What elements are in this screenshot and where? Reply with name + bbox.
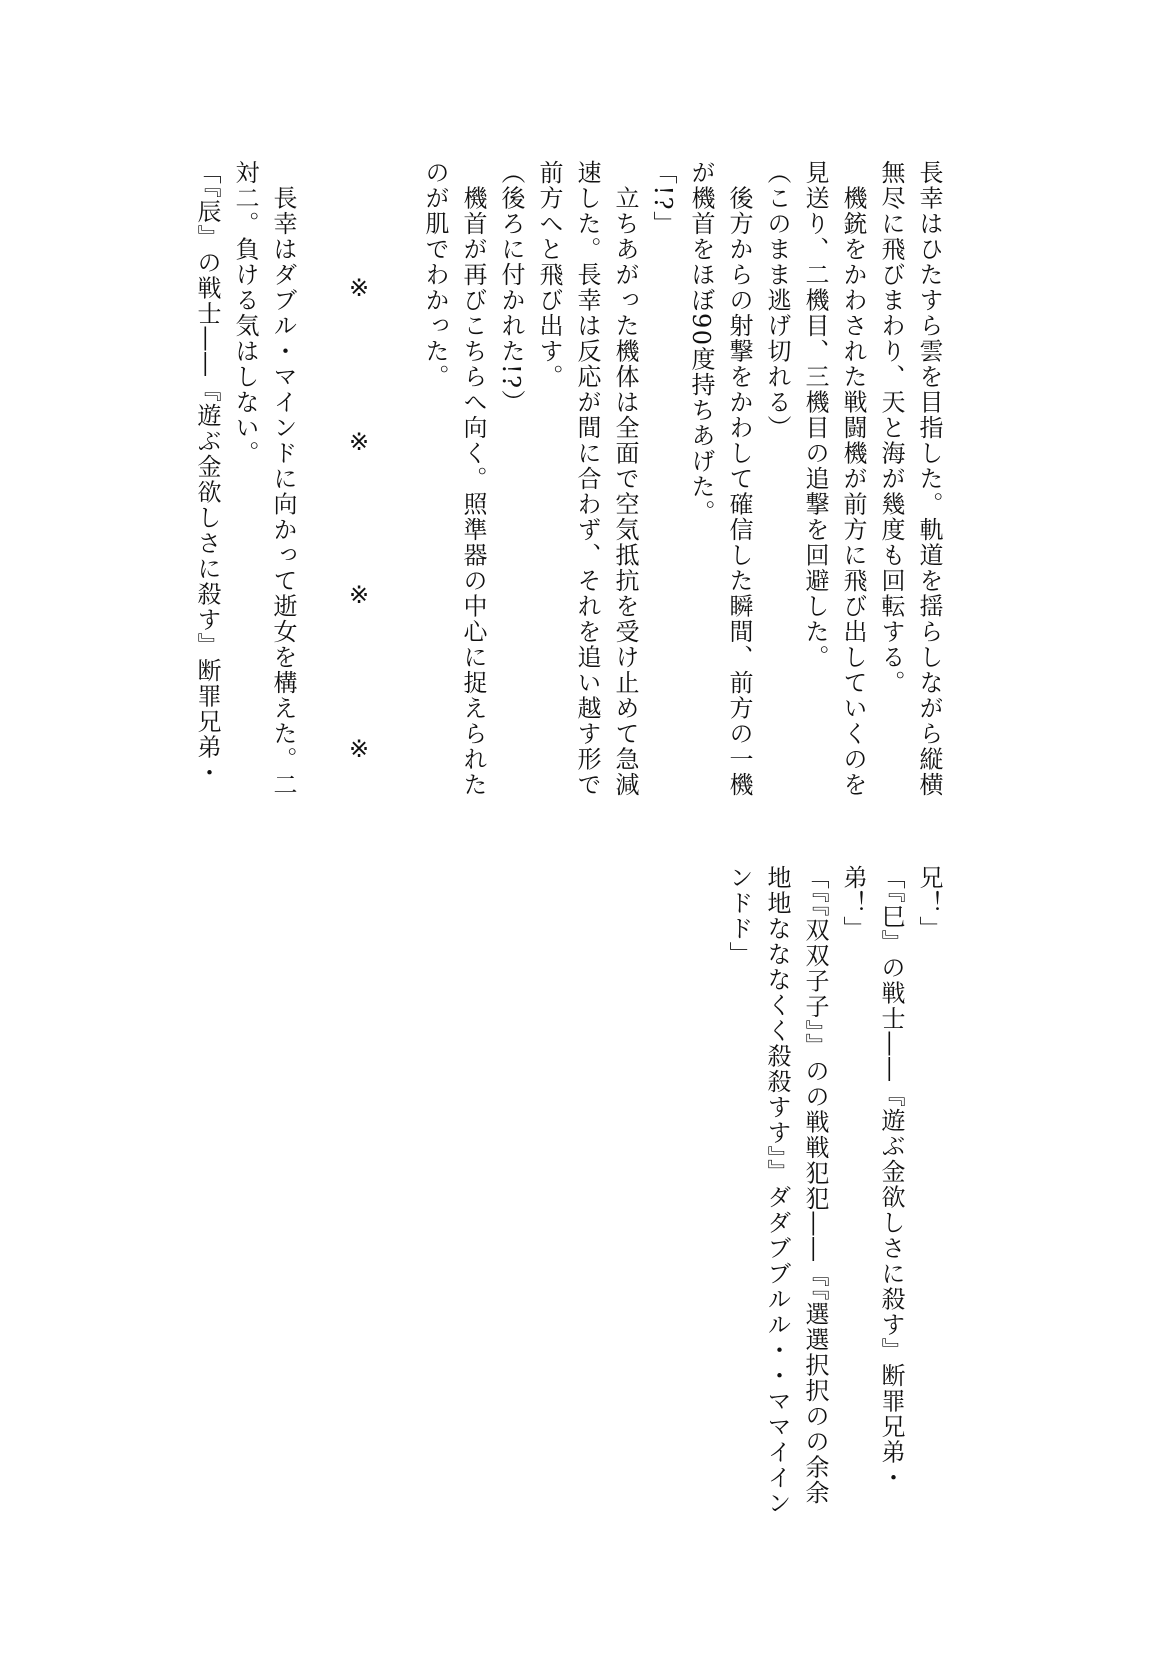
text-line: 速した。長幸は反応が間に合わず、それを追い越す形で [573, 160, 601, 798]
blank-line [302, 160, 340, 800]
text-line: のが肌でわかった。 [421, 160, 449, 390]
text-line: 「『巳』の戦士――『遊ぶ金欲しさに殺す』断罪兄弟・ [877, 865, 905, 1491]
scene-separator [340, 160, 378, 800]
text-line: 後方からの射撃をかわして確信した瞬間、前方の一機 [725, 160, 753, 798]
text-line: 見送り、二機目、三機目の追撃を回避した。 [801, 160, 829, 670]
text-line: 無尽に飛びまわり、天と海が幾度も回転する。 [877, 160, 905, 696]
text-line: （後ろに付かれた!?） [497, 160, 525, 416]
text-line: 長幸はひたすら雲を目指した。軌道を揺らしながら縦横 [915, 160, 943, 798]
text-line: が機首をほぼ90度持ちあげた。 [687, 160, 715, 526]
separator-mark: ※ [345, 274, 373, 304]
text-line: 機首が再びこちらへ向く。照準器の中心に捉えられた [459, 160, 487, 798]
text-line: 機銃をかわされた戦闘機が前方に飛び出していくのを [839, 160, 867, 798]
text-line: 立ちあがった機体は全面で空気抵抗を受け止めて急減 [611, 160, 639, 798]
text-line: 弟！」 [839, 865, 867, 942]
separator-mark: ※ [345, 581, 373, 611]
separator-mark: ※ [345, 427, 373, 457]
blank-line [378, 160, 416, 800]
text-line: ンドド」 [725, 865, 753, 967]
lower-text-block [720, 865, 948, 1516]
text-line: 地地なななくく殺殺すす』』ダダブブルル・・ママイイン [763, 865, 791, 1516]
separator-mark: ※ [345, 734, 373, 764]
text-line: 「!?」 [649, 160, 677, 237]
text-line: 「『『双双子子』』のの戦戦犯犯――『『選選択択のの余余 [801, 865, 829, 1506]
text-line: 兄！」 [915, 865, 943, 942]
text-line: （このまま逃げ切れる） [763, 160, 791, 441]
text-line: 長幸はダブル・マインドに向かって逝女を構えた。二 [269, 160, 297, 798]
upper-text-block [188, 160, 948, 800]
text-line: 「『辰』の戦士――『遊ぶ金欲しさに殺す』断罪兄弟・ [193, 160, 221, 786]
text-line: 前方へと飛び出す。 [535, 160, 563, 390]
text-line: 対二。負ける気はしない。 [231, 160, 259, 466]
